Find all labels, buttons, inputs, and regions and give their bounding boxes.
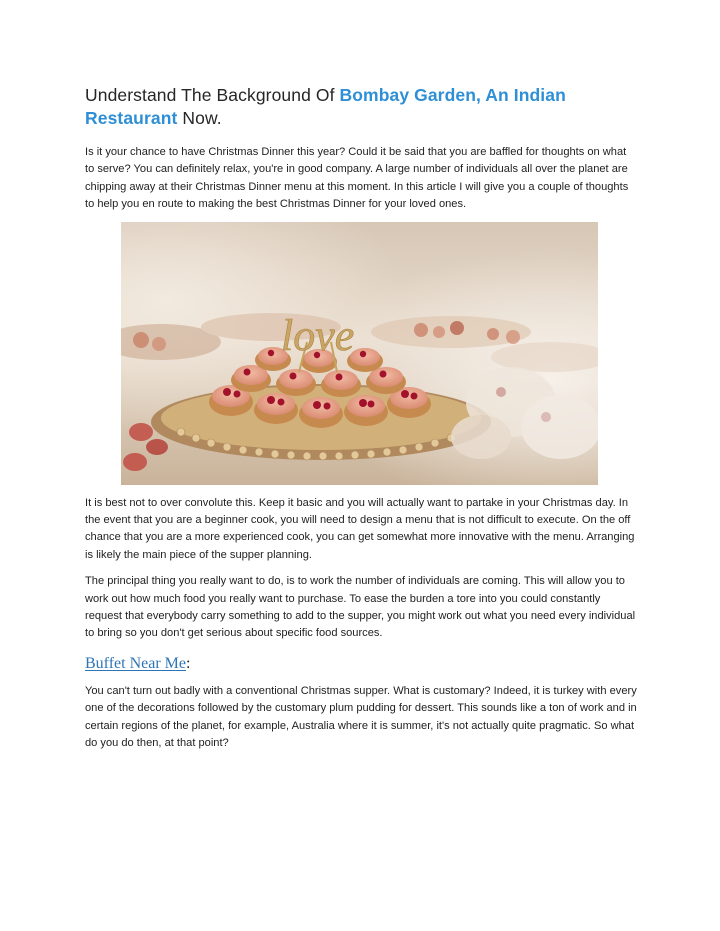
article (85, 84, 637, 753)
buffet-near-me-link[interactable]: Buffet Near Me (85, 654, 186, 672)
article-title (85, 84, 637, 130)
title-accent: Bombay Garden, An Indian Restaurant (85, 85, 566, 128)
paragraph-guests: The principal thing you really want to do, is to work the number of individuals are coming. This will allow you to work out how much food you really want to purchase. To ease the burden a tore into you could constantly request that everybody carry something to add to the supper, you might work out what you need every individual to bring so you don't get serious about specific food sources. (85, 575, 636, 640)
title-prefix: Understand The Background Of (85, 85, 340, 105)
paragraph-traditional-supper: You can't turn out badly with a conventional Christmas supper. What is customary? Indeed, it is turkey with every one of the decorations followed by the customary plum pudding for dessert. This sounds like a ton of work and in certain regions of the planet, for example, Australia where it is summer, it's not actually quite pragmatic. So what do you do then, at that point? (85, 684, 637, 750)
dessert-table-photo (121, 222, 598, 485)
section-heading-colon: : (186, 654, 191, 672)
title-suffix: Now. (177, 108, 222, 128)
paragraph-planning: It is best not to over convolute this. Keep it basic and you will actually want to partake in your Christmas day. In the event that you are a beginner cook, you will need to design a menu that is not difficult to execute. On the off chance that you are a more experienced cook, you can get somewhat more innovative with the menu. Arranging is likely the main piece of the supper planning. (85, 496, 635, 561)
section-heading (85, 652, 637, 676)
intro-paragraph: Is it your chance to have Christmas Dinner this year? Could it be said that you are baffled for thoughts on what to serve? You can definitely relax, you're in good company. A large number of individuals all over the planet are chipping away at their Christmas Dinner menu at this moment. In this article I will give you a couple of thoughts to help you en route to making the best Christmas Dinner for your loved ones. (85, 146, 629, 211)
topper-text: love (281, 310, 355, 360)
